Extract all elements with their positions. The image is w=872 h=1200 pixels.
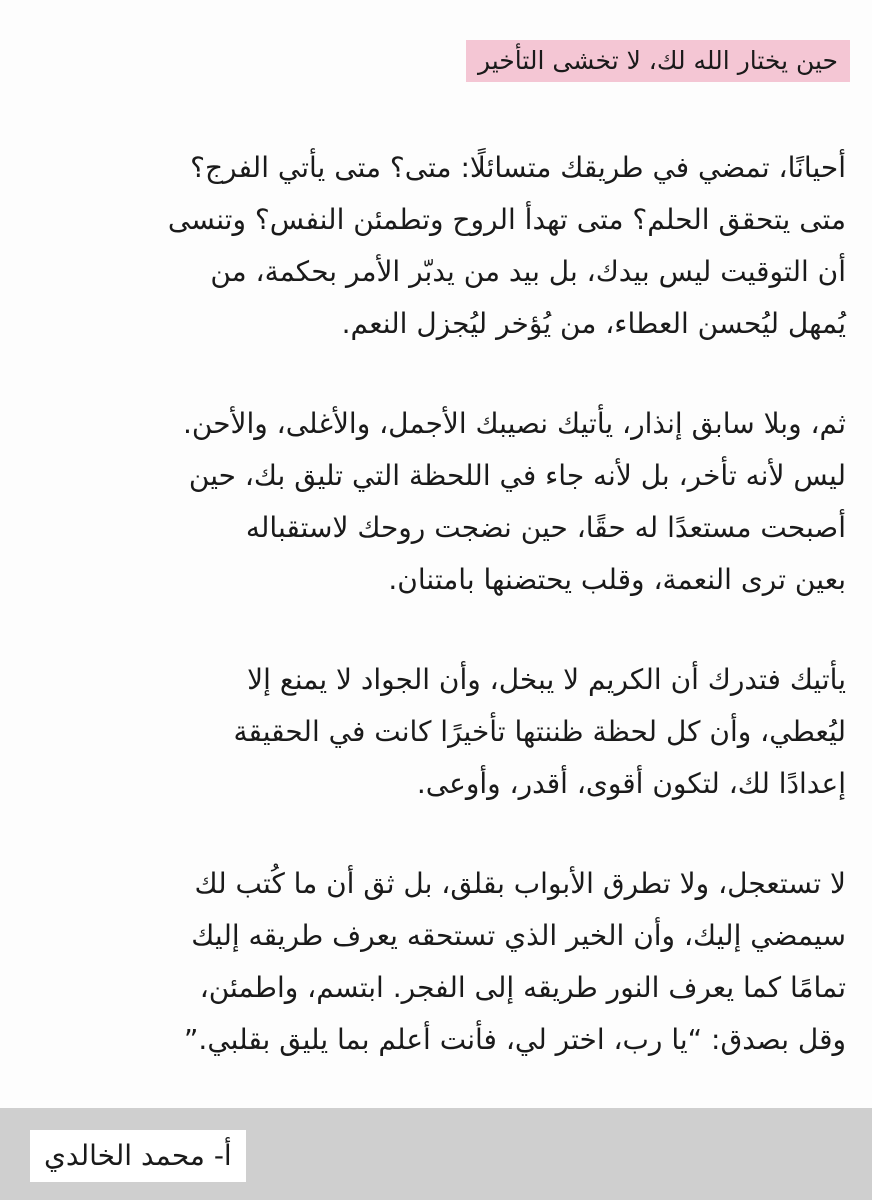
text-line: بعين ترى النعمة، وقلب يحتضنها بامتنان. (388, 563, 846, 596)
text-line: يأتيك فتدرك أن الكريم لا يبخل، وأن الجواد لا يمنع إلا (247, 663, 846, 696)
text-line: أصبحت مستعدًا له حقًا، حين نضجت روحك لاستقباله (245, 511, 846, 544)
text-line: أن التوقيت ليس بيدك، بل بيد من يدبّر الأمر بحكمة، من (210, 255, 846, 288)
page-title: حين يختار الله لك، لا تخشى التأخير (466, 40, 850, 82)
author-name: أ- محمد الخالدي (30, 1130, 246, 1182)
text-line: ليُعطي، وأن كل لحظة ظننتها تأخيرًا كانت في الحقيقة (233, 715, 846, 748)
paragraph (20, 398, 846, 606)
text-line: وقل بصدق: “يا رب، اختر لي، فأنت أعلم بما يليق بقلبي.” (183, 1023, 846, 1056)
text-line: تمامًا كما يعرف النور طريقه إلى الفجر. ابتسم، واطمئن، (199, 971, 846, 1004)
text-line: أحيانًا، تمضي في طريقك متسائلًا: متى؟ متى يأتي الفرج؟ (190, 151, 846, 184)
text-line: يُمهل ليُحسن العطاء، من يُؤخر ليُجزل النعم. (341, 307, 846, 340)
footer-band (0, 1108, 872, 1200)
text-line: إعدادًا لك، لتكون أقوى، أقدر، وأوعى. (416, 767, 846, 800)
paragraph (20, 142, 846, 350)
paragraph (20, 654, 846, 810)
text-line: ليس لأنه تأخر، بل لأنه جاء في اللحظة التي تليق بك، حين (188, 459, 846, 492)
article-body (20, 142, 846, 1066)
text-line: متى يتحقق الحلم؟ متى تهدأ الروح وتطمئن النفس؟ وتنسى (167, 203, 846, 236)
text-line: ثم، وبلا سابق إنذار، يأتيك نصيبك الأجمل، والأغلى، والأحن. (182, 407, 846, 440)
text-line: لا تستعجل، ولا تطرق الأبواب بقلق، بل ثق أن ما كُتب لك (194, 867, 846, 900)
paragraph (20, 858, 846, 1066)
text-line: سيمضي إليك، وأن الخير الذي تستحقه يعرف طريقه إليك (191, 919, 846, 952)
